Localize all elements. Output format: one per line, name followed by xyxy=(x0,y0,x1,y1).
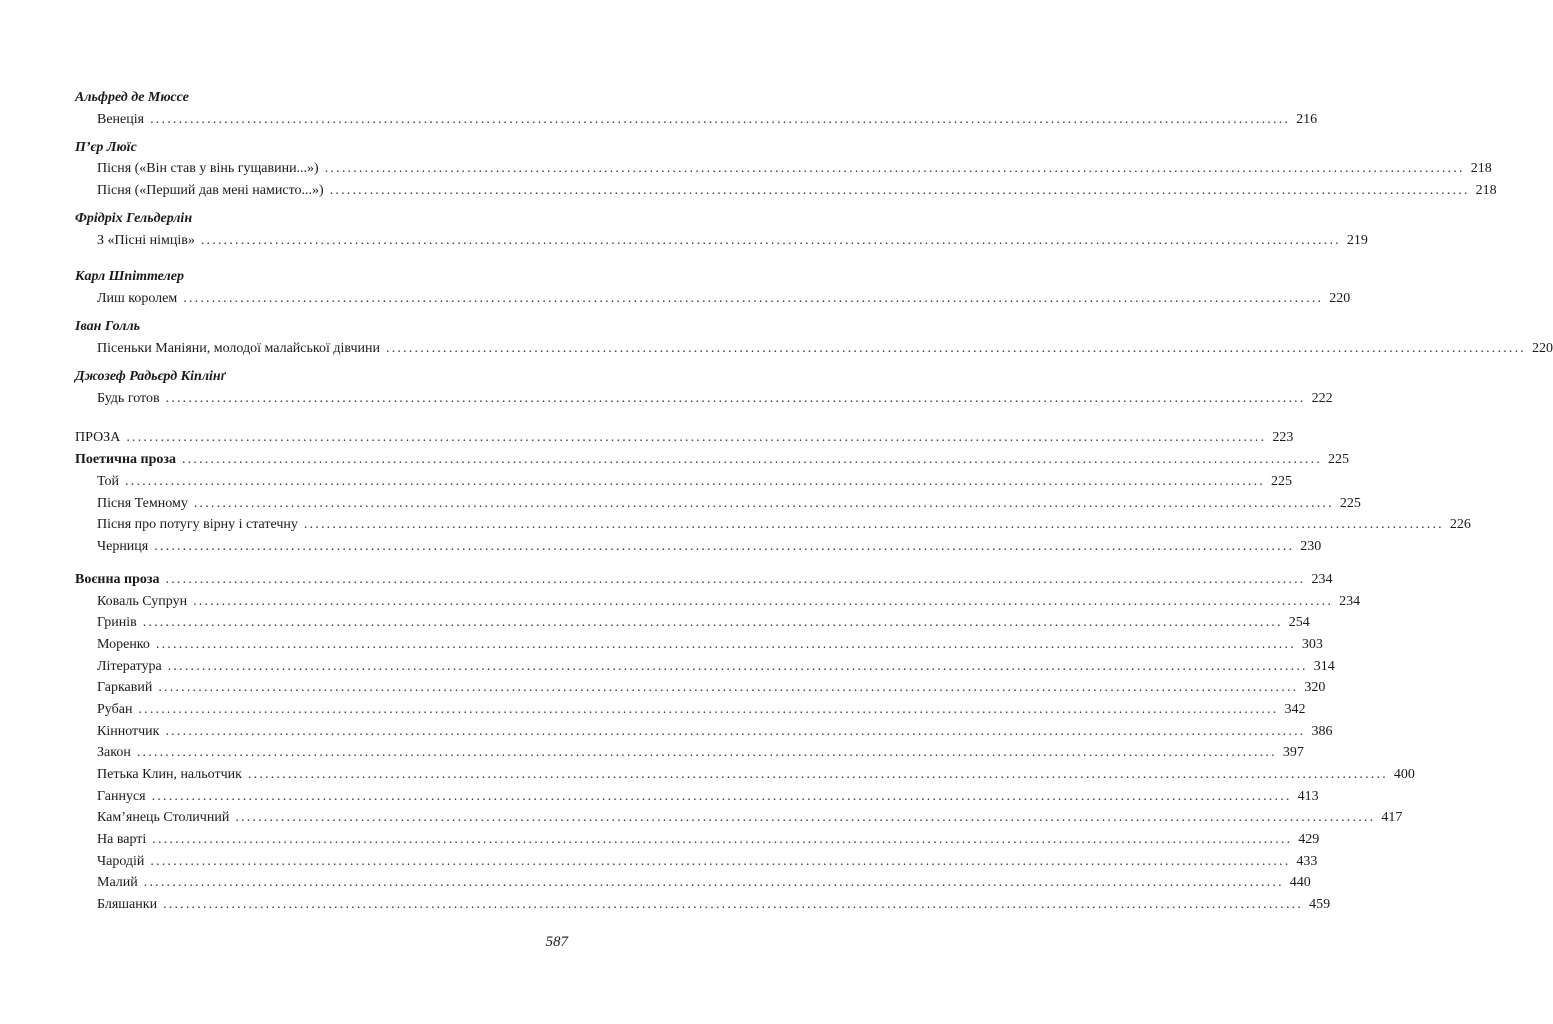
leader-dots: ........................................................................................................................................................................................................ xyxy=(158,680,1299,695)
entry-page: 342 xyxy=(1284,702,1306,717)
entry-page: 320 xyxy=(1304,680,1326,695)
entry-title: Коваль Супрун xyxy=(97,594,188,609)
leader-dots: ........................................................................................................................................................................................................ xyxy=(247,767,1388,782)
toc-entry xyxy=(97,592,1361,612)
toc-section-heading xyxy=(75,450,1349,470)
entry-title: Пісня про потугу вірну і статечну xyxy=(97,517,298,532)
entry-page: 303 xyxy=(1301,637,1323,652)
toc-entry xyxy=(97,895,1331,915)
entry-page: 459 xyxy=(1309,897,1331,912)
leader-dots: ........................................................................................................................................................................................................ xyxy=(235,810,1376,825)
toc-entry xyxy=(97,181,1497,201)
toc-entry xyxy=(97,678,1326,698)
leader-dots: ........................................................................................................................................................................................................ xyxy=(138,702,1279,717)
entry-page: 254 xyxy=(1288,615,1310,630)
toc-entry xyxy=(97,635,1323,655)
entry-page: 314 xyxy=(1313,659,1335,674)
toc-entry xyxy=(97,613,1310,633)
entry-page: 234 xyxy=(1311,572,1333,587)
toc-entry xyxy=(97,537,1322,557)
toc-entry xyxy=(97,657,1335,677)
entry-title: Кіннотчик xyxy=(97,724,160,739)
entry-title: На варті xyxy=(97,832,147,847)
entry-title: Чародій xyxy=(97,854,145,869)
author-heading: П’єр Люїс xyxy=(75,140,137,155)
entry-title: Воєнна проза xyxy=(75,572,160,587)
author-heading: Фрідріх Гельдерлін xyxy=(75,211,193,226)
leader-dots: ........................................................................................................................................................................................................ xyxy=(136,745,1277,760)
toc-part-heading xyxy=(75,428,1294,448)
entry-title: Рубан xyxy=(97,702,133,717)
toc-entry xyxy=(97,231,1368,251)
entry-title: Венеція xyxy=(97,112,145,127)
toc-entry xyxy=(97,722,1333,742)
entry-page: 216 xyxy=(1296,112,1318,127)
leader-dots: ........................................................................................................................................................................................................ xyxy=(386,341,1526,356)
entry-title: Гаркавий xyxy=(97,680,153,695)
leader-dots: ........................................................................................................................................................................................................ xyxy=(165,391,1306,406)
leader-dots: ........................................................................................................................................................................................................ xyxy=(303,517,1444,532)
leader-dots: ........................................................................................................................................................................................................ xyxy=(142,615,1283,630)
entry-title: Петька Клин, нальотчик xyxy=(97,767,242,782)
leader-dots: ........................................................................................................................................................................................................ xyxy=(154,539,1295,554)
entry-title: Закон xyxy=(97,745,131,760)
author-heading: Іван Голль xyxy=(75,319,141,334)
leader-dots: ........................................................................................................................................................................................................ xyxy=(165,572,1306,587)
entry-page: 225 xyxy=(1339,496,1361,511)
leader-dots: ........................................................................................................................................................................................................ xyxy=(193,594,1334,609)
entry-page: 226 xyxy=(1449,517,1471,532)
leader-dots: ........................................................................................................................................................................................................ xyxy=(167,659,1308,674)
toc-entry xyxy=(97,700,1306,720)
entry-page: 234 xyxy=(1339,594,1361,609)
entry-page: 386 xyxy=(1311,724,1333,739)
leader-dots: ........................................................................................................................................................................................................ xyxy=(183,291,1324,306)
entry-title: Лиш королем xyxy=(97,291,178,306)
author-heading: Джозеф Радьєрд Кіплінґ xyxy=(75,369,226,384)
leader-dots: ........................................................................................................................................................................................................ xyxy=(182,452,1322,467)
leader-dots: ........................................................................................................................................................................................................ xyxy=(143,875,1284,890)
entry-page: 218 xyxy=(1475,183,1497,198)
entry-title: Малий xyxy=(97,875,138,890)
toc-entry xyxy=(97,289,1351,309)
entry-page: 220 xyxy=(1532,341,1553,356)
entry-page: 220 xyxy=(1329,291,1351,306)
entry-page: 222 xyxy=(1311,391,1333,406)
entry-page: 230 xyxy=(1300,539,1322,554)
leader-dots: ........................................................................................................................................................................................................ xyxy=(329,183,1470,198)
leader-dots: ........................................................................................................................................................................................................ xyxy=(324,161,1465,176)
entry-page: 440 xyxy=(1289,875,1311,890)
toc-entry xyxy=(97,808,1403,828)
toc-entry xyxy=(97,110,1318,130)
entry-title: З «Пісні німців» xyxy=(97,233,195,248)
toc-section-heading xyxy=(75,570,1333,590)
entry-page: 225 xyxy=(1328,452,1349,467)
leader-dots: ........................................................................................................................................................................................................ xyxy=(193,496,1334,511)
entry-title: Гринів xyxy=(97,615,137,630)
page-number: 587 xyxy=(545,934,568,950)
entry-title: Пісня («Він став у вінь гущавини...») xyxy=(97,161,319,176)
leader-dots: ........................................................................................................................................................................................................ xyxy=(200,233,1341,248)
toc-entry xyxy=(97,515,1471,535)
leader-dots: ........................................................................................................................................................................................................ xyxy=(150,854,1291,869)
leader-dots: ........................................................................................................................................................................................................ xyxy=(125,474,1265,489)
author-heading: Карл Шпіттелер xyxy=(75,269,184,284)
entry-title: Той xyxy=(97,474,119,489)
entry-page: 219 xyxy=(1346,233,1368,248)
toc-entry xyxy=(97,765,1415,785)
toc-entry xyxy=(97,873,1311,893)
leader-dots: ........................................................................................................................................................................................................ xyxy=(152,832,1293,847)
entry-title: Ганнуся xyxy=(97,789,146,804)
entry-title: Поетична проза xyxy=(75,452,176,467)
entry-page: 218 xyxy=(1470,161,1492,176)
toc-entry xyxy=(97,743,1304,763)
entry-page: 223 xyxy=(1272,430,1294,445)
toc-entry xyxy=(97,389,1333,409)
entry-title: Моренко xyxy=(97,637,150,652)
toc-entry xyxy=(97,494,1361,514)
toc-entry xyxy=(97,852,1318,872)
entry-title: Література xyxy=(97,659,162,674)
author-heading: Альфред де Мюссе xyxy=(75,90,189,105)
toc-entry xyxy=(97,159,1492,179)
entry-page: 417 xyxy=(1381,810,1403,825)
leader-dots: ........................................................................................................................................................................................................ xyxy=(155,637,1296,652)
toc-entry xyxy=(97,787,1319,807)
entry-title: Кам’янець Столичний xyxy=(97,810,230,825)
leader-dots: ........................................................................................................................................................................................................ xyxy=(151,789,1292,804)
entry-page: 225 xyxy=(1271,474,1292,489)
entry-title: ПРОЗА xyxy=(75,430,121,445)
leader-dots: ........................................................................................................................................................................................................ xyxy=(163,897,1304,912)
entry-page: 429 xyxy=(1298,832,1320,847)
toc-entry xyxy=(97,472,1292,492)
entry-title: Пісня Темному xyxy=(97,496,188,511)
leader-dots: ........................................................................................................................................................................................................ xyxy=(150,112,1291,127)
entry-page: 397 xyxy=(1282,745,1304,760)
leader-dots: ........................................................................................................................................................................................................ xyxy=(126,430,1267,445)
entry-page: 413 xyxy=(1297,789,1319,804)
entry-page: 433 xyxy=(1296,854,1318,869)
entry-page: 400 xyxy=(1393,767,1415,782)
entry-title: Бляшанки xyxy=(97,897,158,912)
entry-title: Черниця xyxy=(97,539,149,554)
entry-title: Будь готов xyxy=(97,391,160,406)
entry-title: Пісеньки Маніяни, молодої малайської дівчини xyxy=(97,341,380,356)
leader-dots: ........................................................................................................................................................................................................ xyxy=(165,724,1306,739)
toc-entry xyxy=(97,830,1320,850)
entry-title: Пісня («Перший дав мені намисто...») xyxy=(97,183,324,198)
toc-entry xyxy=(97,339,1553,359)
